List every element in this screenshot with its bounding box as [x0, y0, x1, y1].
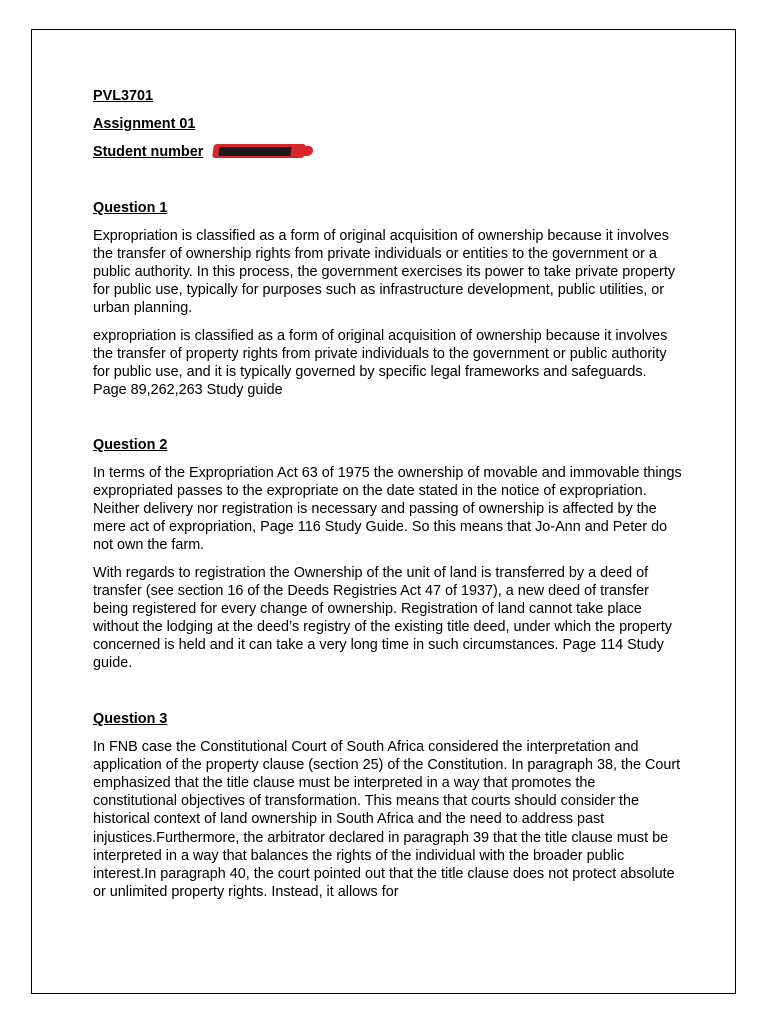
- question-3-heading: Question 3: [93, 711, 168, 727]
- question-2-section: [93, 436, 683, 672]
- assignment-title: Assignment 01: [93, 116, 196, 132]
- document-page: [31, 29, 736, 994]
- question-1-paragraph-2: expropriation is classified as a form of original acquisition of ownership because it involves the transfer of property rights from private individuals to the government or public authority for public use, and it is typically governed by specific legal frameworks and safeguards. Page 89,262,263 Study guide: [93, 327, 668, 398]
- question-2-heading: Question 2: [93, 437, 168, 453]
- student-number-label: Student number: [93, 144, 204, 160]
- question-1-paragraph-1: Expropriation is classified as a form of original acquisition of ownership because it involves the transfer of ownership rights from private individuals or entities to the government or a public authority. In this process, the government exercises its power to take private property for public use, typically for purposes such as infrastructure development, public utilities, or urban planning.: [93, 228, 676, 317]
- question-1-section: [93, 199, 683, 399]
- question-2-paragraph-2: With regards to registration the Ownership of the unit of land is transferred by a deed of transfer (see section 16 of the Deeds Registries Act 47 of 1937), a new deed of transfer being registered for every change of ownership. Registration of land cannot take place without the lodging at the deed’s registry of the existing title deed, under which the property concerned is held and it can take a very long time in such circumstances. Page 114 Study guide.: [93, 564, 672, 672]
- course-code: PVL3701: [93, 88, 154, 104]
- question-1-heading: Question 1: [93, 200, 168, 216]
- question-3-paragraph-1: In FNB case the Constitutional Court of South Africa considered the interpretation and application of the property clause (section 25) of the Constitution. In paragraph 38, the Court emphasized that the title clause must be interpreted in a way that promotes the constitutional objectives of transformation. This means that courts should consider the historical context of land ownership in South Africa and the need to address past injustices.Furthermore, the arbitrator declared in paragraph 39 that the title clause must be interpreted in a way that balances the rights of the individual with the broader public interest.In paragraph 40, the court pointed out that the title clause does not protect absolute or unlimited property rights. Instead, it allows for: [93, 739, 681, 900]
- question-3-section: [93, 710, 683, 901]
- redaction-mark: [212, 144, 306, 158]
- question-2-paragraph-1: In terms of the Expropriation Act 63 of 1975 the ownership of movable and immovable things expropriated passes to the expropriate on the date stated in the notice of expropriation. Neither delivery nor registration is necessary and passing of ownership is affected by the mere act of expropriation, Page 116 Study Guide. So this means that Jo-Ann and Peter do not own the farm.: [93, 465, 682, 554]
